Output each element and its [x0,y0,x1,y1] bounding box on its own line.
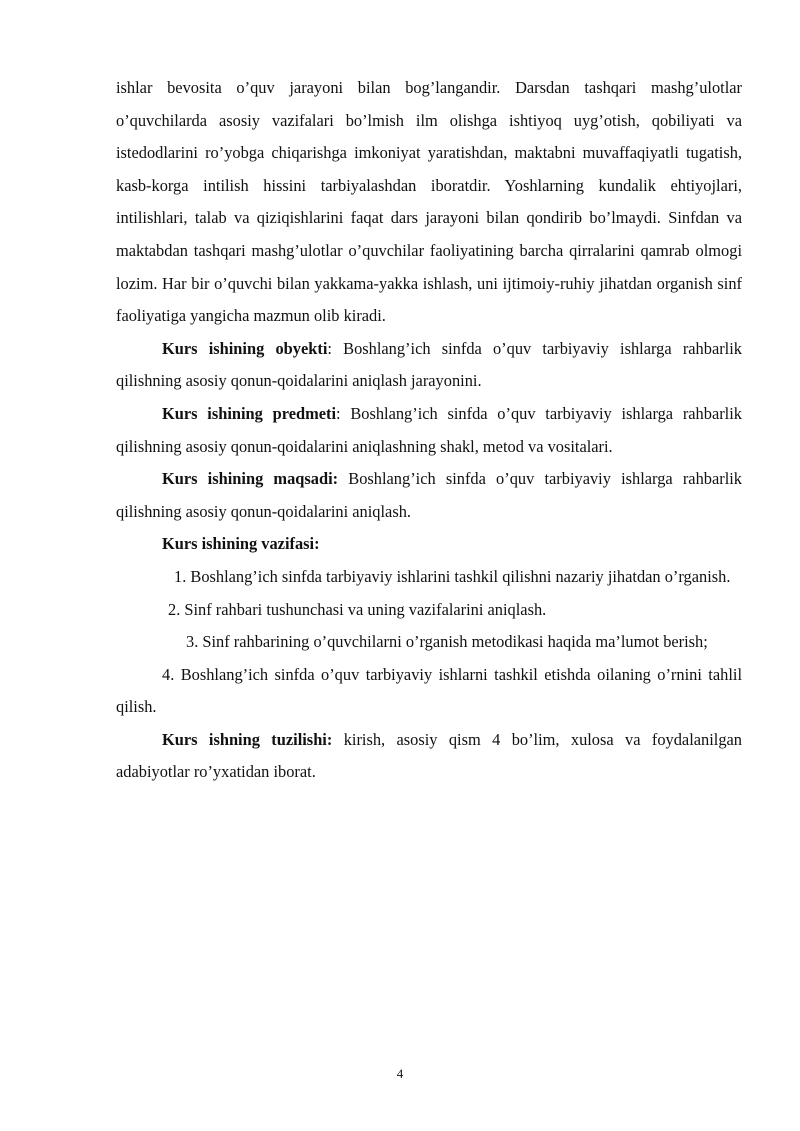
goal-paragraph [116,463,742,528]
structure-text: kirish, asosiy qism 4 bo’lim, xulosa va foydalanilgan adabiyotlar ro’yxatidan iborat. [116,729,742,782]
tasks-heading [116,528,742,561]
intro-paragraph: ishlar bevosita o’quv jarayoni bilan bog’langandir. Darsdan tashqari mashg’ulotlar o’quvchilarda asosiy vazifalari bo’lmish ilm olishga ishtiyoq uyg’otish, qobiliyati va istedodlarini ro’yobga chiqarishga imkoniyat yaratishdan, maktabni muvaffaqiyatli tugatish, kasb-korga intilish hissini tarbiyalashdan iboratdir. Yoshlarning kundalik ehtiyojlari, intilishlari, talab va qiziqishlarini faqat dars jarayoni bilan qondirib bo’lmaydi. Sinfdan va maktabdan tashqari mashg’ulotlar o’quvchilar faoliyatining barcha qirralarini qamrab olmogi lozim. Har bir o’quvchi bilan yakkama-yakka ishlash, uni ijtimoiy-ruhiy jihatdan organish sinf faoliyatiga yangicha mazmun olib kiradi. [116,78,742,326]
page-number: 4 [396,1066,404,1081]
subject-paragraph [116,398,742,463]
task-item-1: 1. Boshlang’ich sinfda tarbiyaviy ishlarini tashkil qilishni nazariy jihatdan o’rganish. [174,566,731,586]
tasks-label: Kurs ishining vazifasi: [162,534,320,554]
task-item-3: 3. Sinf rahbarining o’quvchilarni o’rganish metodikasi haqida ma’lumot berish; [186,632,708,652]
object-label: Kurs ishining obyekti [162,338,328,358]
structure-label: Kurs ishning tuzilishi: [162,729,333,749]
page-body [116,72,742,789]
task-item-4: 4. Boshlang’ich sinfda o’quv tarbiyaviy ishlarni tashkil etishda oilaning o’rnini tahlil qilish. [116,664,742,717]
structure-paragraph [116,724,742,789]
goal-label: Kurs ishining maqsadi: [162,469,339,489]
object-paragraph [116,333,742,398]
task-item-2: 2. Sinf rahbari tushunchasi va uning vazifalarini aniqlash. [168,599,547,619]
object-text: : Boshlang’ich sinfda o’quv tarbiyaviy ishlarga rahbarlik qilishning asosiy qonun-qoidalarini aniqlash jarayonini. [116,338,742,391]
subject-text: : Boshlang’ich sinfda o’quv tarbiyaviy ishlarga rahbarlik qilishning asosiy qonun-qoidalarini aniqlashning shakl, metod va vositalari. [116,403,742,456]
goal-text: Boshlang’ich sinfda o’quv tarbiyaviy ishlarga rahbarlik qilishning asosiy qonun-qoidalarini aniqlash. [116,469,742,521]
subject-label: Kurs ishining predmeti [162,403,337,423]
